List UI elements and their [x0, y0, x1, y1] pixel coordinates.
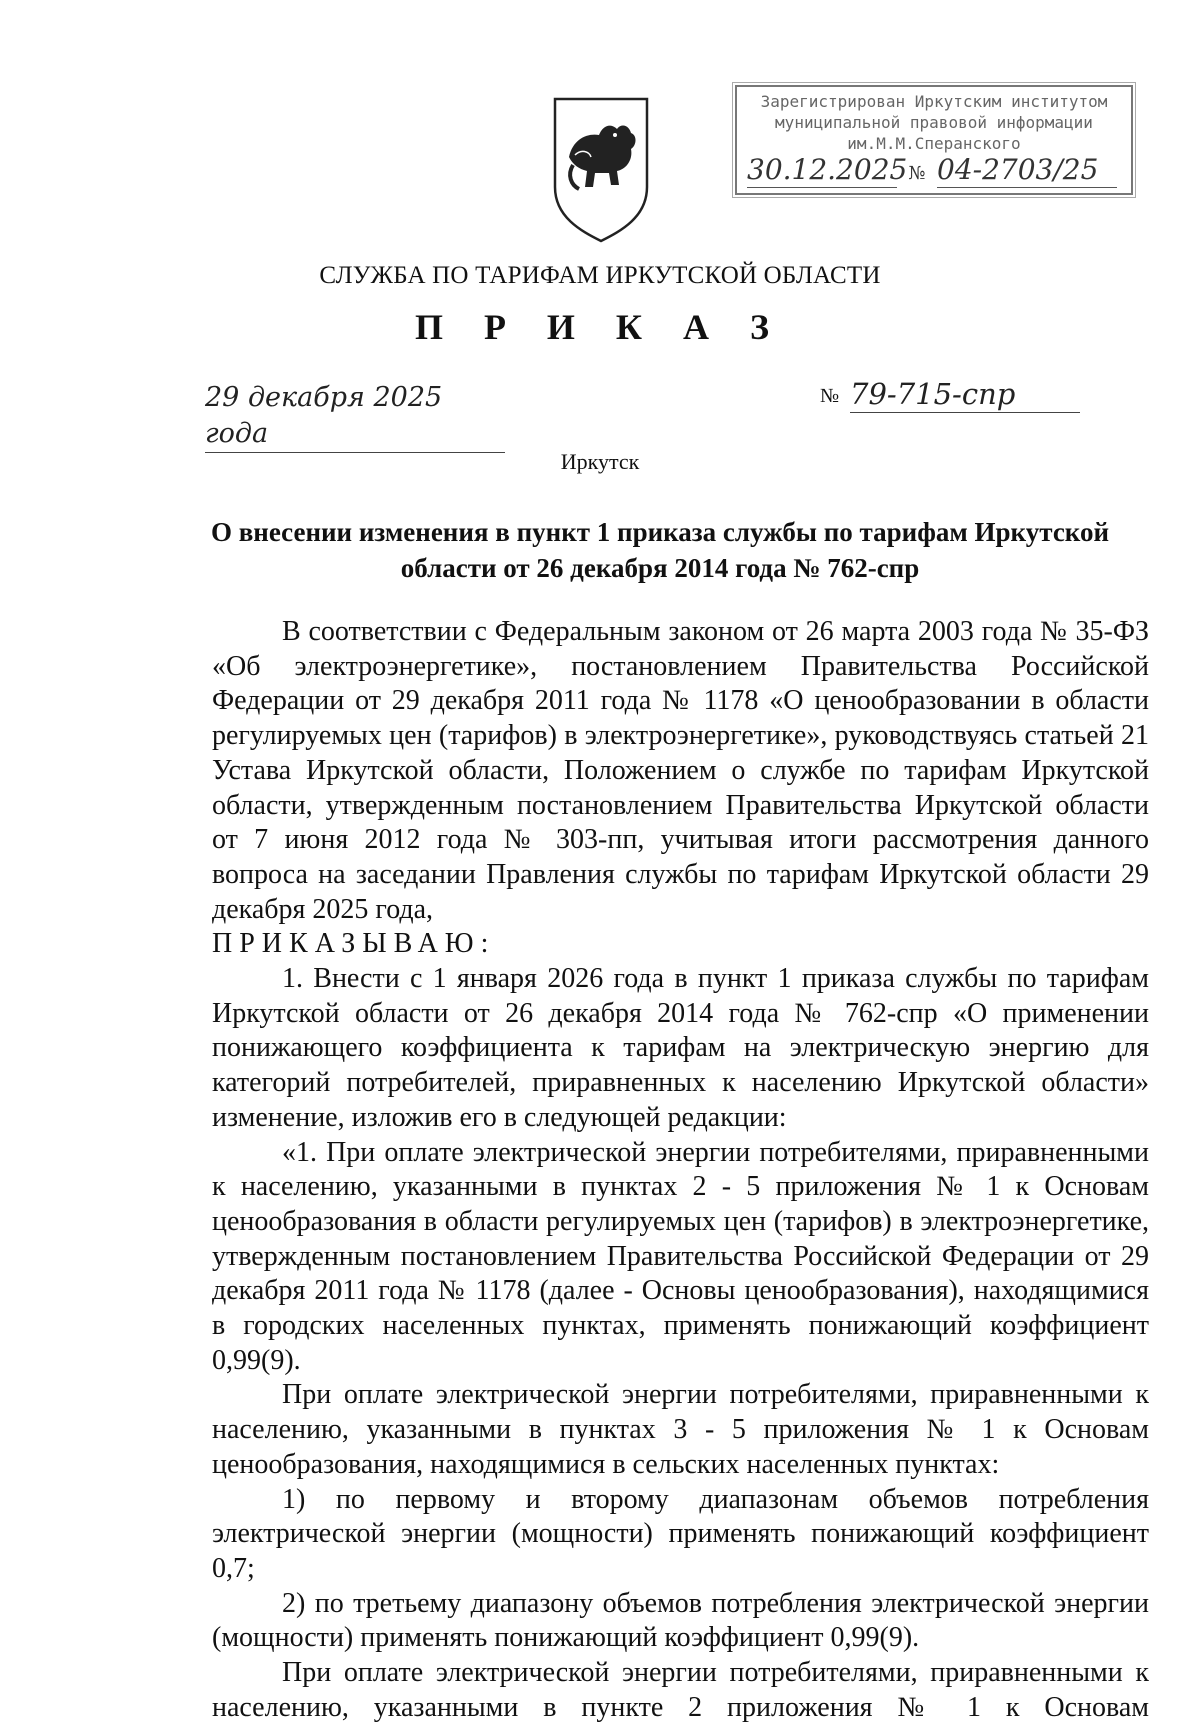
stamp-line-1: Зарегистрирован Иркутским институтом [760, 92, 1108, 111]
stamp-date: 30.12.2025 [747, 153, 908, 186]
subitem-1-paragraph: 1) по первому и второму диапазонам объемов потребления электрической энергии (мощности) применять понижающий коэффициент 0,7; [212, 1483, 1149, 1584]
stamp-line-2: муниципальной правовой информации [775, 113, 1093, 132]
preamble-paragraph: В соответствии с Федеральным законом от 26 марта 2003 года № 35-ФЗ «Об электроэнергетике», постановлением Правительства Российской Федерации от 29 декабря 2011 года № 1178 «О ценообразовании в области регулируемых цен (тарифов) в электроэнергетике», руководствуясь статьей 21 Устава Иркутской области, Положением о службе по тарифам Иркутской области, утвержденным постановлением Правительства Иркутской области от 7 июня 2012 года № 303-пп, учитывая итоги рассмотрения данного вопроса на заседании Правления службы по тарифам Иркутской области 29 декабря 2025 года, [212, 616, 1149, 925]
order-number: 79-715-спр [850, 376, 1080, 413]
order-word: ПРИКАЗЫВАЮ: [212, 928, 496, 960]
registration-stamp [735, 85, 1133, 195]
point-2-consumers-paragraph: При оплате электрической энергии потребителями, приравненными к населению, указанными в пункте 2 приложения № 1 к Основам [212, 1657, 1149, 1723]
order-subject: О внесении изменения в пункт 1 приказа службы по тарифам Иркутской области от 26 декабря 2014 года № 762-спр [210, 517, 1110, 583]
item-1-paragraph: 1. Внести с 1 января 2026 года в пункт 1 приказа службы по тарифам Иркутской области от 26 декабря 2014 года № 762-спр «О применении понижающего коэффициента к тарифам на электрическую энергию для категорий потребителей, приравненных к населению Иркутской области» изменение, изложив его в следующей редакции: [212, 963, 1149, 1133]
agency-name: СЛУЖБА ПО ТАРИФАМ ИРКУТСКОЙ ОБЛАСТИ [319, 262, 881, 289]
stamp-number-sign: № [908, 163, 926, 184]
city-name: Иркутск [560, 449, 640, 474]
order-date: 29 декабря 2025 года [205, 380, 505, 453]
subitem-2-paragraph: 2) по третьему диапазону объемов потребления электрической энергии (мощности) применять понижающий коэффициент 0,99(9). [212, 1587, 1149, 1654]
irkutsk-coat-of-arms-icon [551, 95, 651, 245]
order-body [212, 615, 1149, 1726]
stamp-line-3: им.М.М.Сперанского [847, 134, 1021, 153]
stamp-handwritten-fields [747, 153, 1127, 187]
quoted-point-1-paragraph: «1. При оплате электрической энергии потребителями, приравненными к населению, указанными в пунктах 2 - 5 приложения № 1 к Основам ценообразования в области регулируемых цен (тарифов) в электроэнергетике, утвержденным постановлением Правительства Российской Федерации от 29 декабря 2011 года № 1178 (далее - Основы ценообразования), находящимися в городских населенных пунктах, применять понижающий коэффициент 0,99(9). [212, 1136, 1149, 1376]
order-number-sign: № [820, 385, 840, 407]
stamp-number: 04-2703/25 [937, 153, 1117, 188]
rural-consumers-paragraph: При оплате электрической энергии потребителями, приравненными к населению, указанными в пунктах 3 - 5 приложения № 1 к Основам ценообразования, находящимися в сельских населенных пунктах: [212, 1379, 1149, 1480]
document-title: П Р И К А З [414, 307, 786, 347]
